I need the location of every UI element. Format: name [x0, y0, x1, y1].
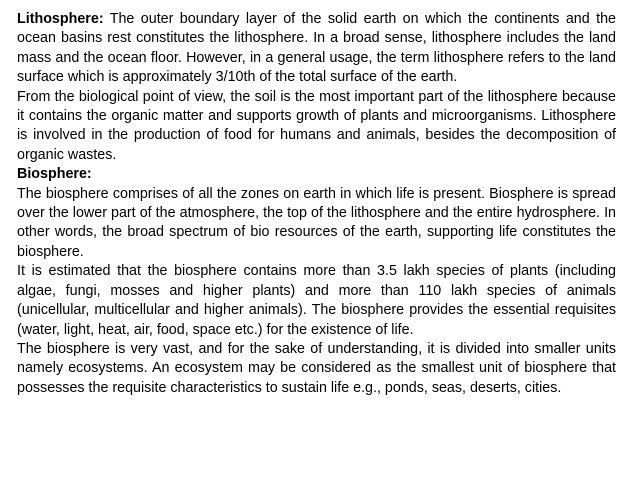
- lithosphere-paragraph-1-text: The outer boundary layer of the solid earth on which the continents and the ocean basins rest constitutes the lithosphere. In a broad sense, lithosphere includes the land mass and the ocean floor. However, in a general usage, the term lithosphere refers to the land surface which is approximately 3/10th of the total surface of the earth.: [17, 11, 616, 86]
- lithosphere-paragraph-1: [17, 10, 616, 88]
- biosphere-paragraph-1: The biosphere comprises of all the zones on earth in which life is present. Biosphere is spread over the lower part of the atmosphere, the top of the lithosphere and the entire hydrosphere. In other words, the broad spectrum of bio resources of the earth, supporting life constitutes the biosphere.: [17, 185, 616, 260]
- biosphere-heading: Biosphere:: [17, 166, 92, 183]
- biosphere-paragraph-3: The biosphere is very vast, and for the sake of understanding, it is divided into smaller units namely ecosystems. An ecosystem may be considered as the smallest unit of biosphere that possesses the requisite characteristics to sustain life e.g., ponds, seas, deserts, cities.: [17, 340, 616, 396]
- biosphere-paragraph-2: It is estimated that the biosphere contains more than 3.5 lakh species of plants (including algae, fungi, mosses and higher plants) and more than 110 lakh species of animals (unicellular, multicellular and higher animals). The biosphere provides the essential requisites (water, light, heat, air, food, space etc.) for the existence of life.: [17, 263, 616, 338]
- slide-text-body: [17, 10, 616, 398]
- lithosphere-paragraph-2: From the biological point of view, the soil is the most important part of the lithosphere because it contains the organic matter and supports growth of plants and microorganisms. Lithosphere is involved in the production of food for humans and animals, besides the decomposition of organic wastes.: [17, 88, 616, 163]
- lithosphere-heading: Lithosphere:: [17, 11, 104, 27]
